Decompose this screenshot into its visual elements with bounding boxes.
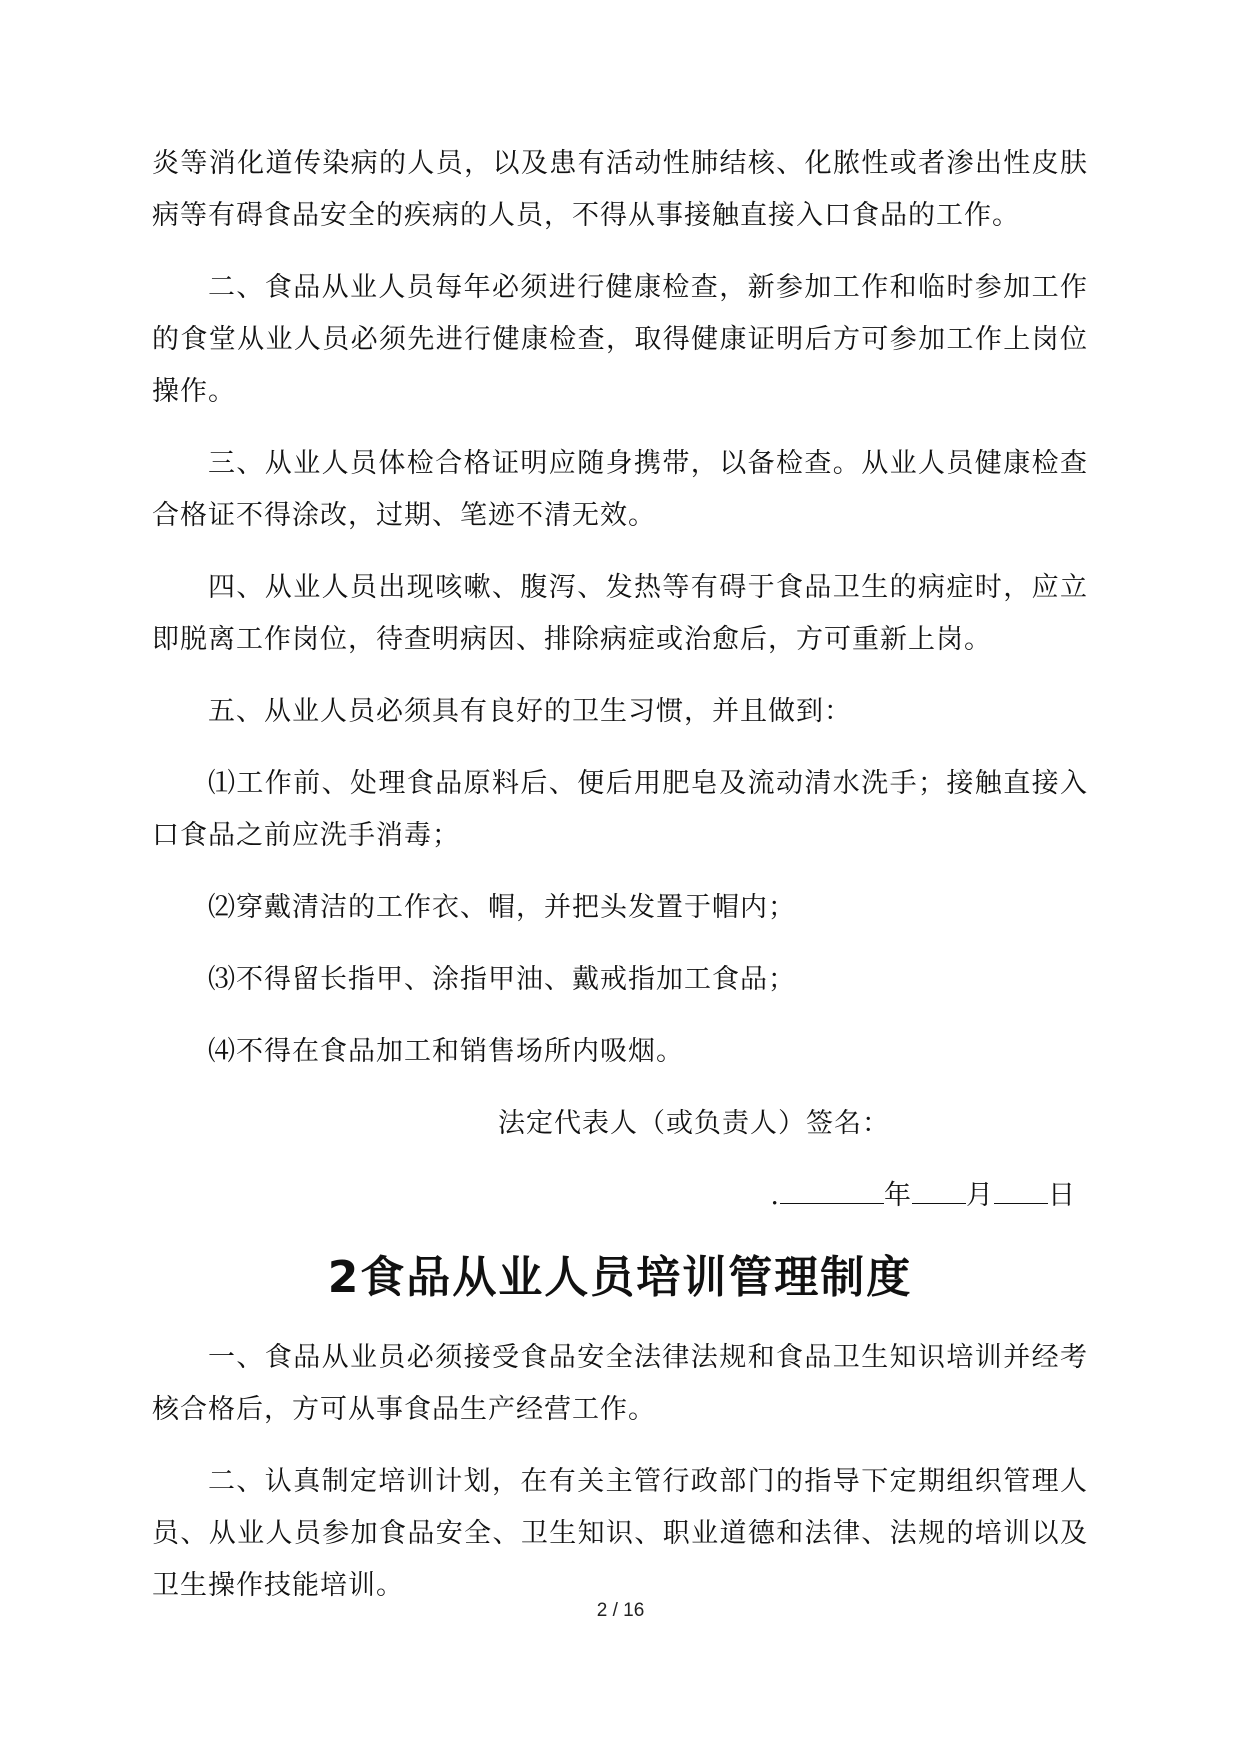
paragraph: ⑶不得留长指甲、涂指甲油、戴戒指加工食品； <box>208 964 796 995</box>
year-label: 年 <box>884 1180 912 1211</box>
day-label: 日 <box>1048 1180 1076 1211</box>
paragraph: 一、食品从业员必须接受食品安全法律法规和食品卫生知识培训并经考核合格后，方可从事食品生产经营工作。 <box>152 1342 1088 1425</box>
date-line <box>152 1170 1088 1222</box>
paragraph-group-training-rules <box>152 1332 1088 1612</box>
day-blank <box>994 1181 1048 1204</box>
paragraph: 三、从业人员体检合格证明应随身携带，以备检查。从业人员健康检查合格证不得涂改，过期、笔迹不清无效。 <box>152 448 1088 531</box>
signature-label: 法定代表人（或负责人）签名： <box>498 1108 890 1139</box>
date-prefix: . <box>770 1180 780 1211</box>
paragraph: 四、从业人员出现咳嗽、腹泻、发热等有碍于食品卫生的病症时，应立即脱离工作岗位，待查明病因、排除病症或治愈后，方可重新上岗。 <box>152 572 1088 655</box>
signature-line <box>152 1098 1088 1150</box>
paragraph: ⑵穿戴清洁的工作衣、帽，并把头发置于帽内； <box>208 892 796 923</box>
paragraph: 五、从业人员必须具有良好的卫生习惯，并且做到： <box>208 696 852 727</box>
paragraph: 二、食品从业人员每年必须进行健康检查，新参加工作和临时参加工作的食堂从业人员必须先进行健康检查，取得健康证明后方可参加工作上岗位操作。 <box>152 272 1088 407</box>
paragraph: ⑴工作前、处理食品原料后、便后用肥皂及流动清水洗手；接触直接入口食品之前应洗手消毒； <box>152 768 1088 851</box>
month-blank <box>912 1181 966 1204</box>
document-body <box>152 138 1088 1632</box>
month-label: 月 <box>966 1180 994 1211</box>
paragraph: 炎等消化道传染病的人员，以及患有活动性肺结核、化脓性或者渗出性皮肤病等有碍食品安全的疾病的人员，不得从事接触直接入口食品的工作。 <box>152 148 1088 231</box>
paragraph-group-health-rules <box>152 138 1088 1078</box>
paragraph: ⑷不得在食品加工和销售场所内吸烟。 <box>208 1036 684 1067</box>
section-title: 2食品从业人员培训管理制度 <box>327 1252 913 1303</box>
year-blank <box>780 1181 884 1204</box>
paragraph: 二、认真制定培训计划，在有关主管行政部门的指导下定期组织管理人员、从业人员参加食品安全、卫生知识、职业道德和法律、法规的培训以及卫生操作技能培训。 <box>152 1466 1088 1601</box>
page-number: 2 / 16 <box>596 1600 645 1621</box>
